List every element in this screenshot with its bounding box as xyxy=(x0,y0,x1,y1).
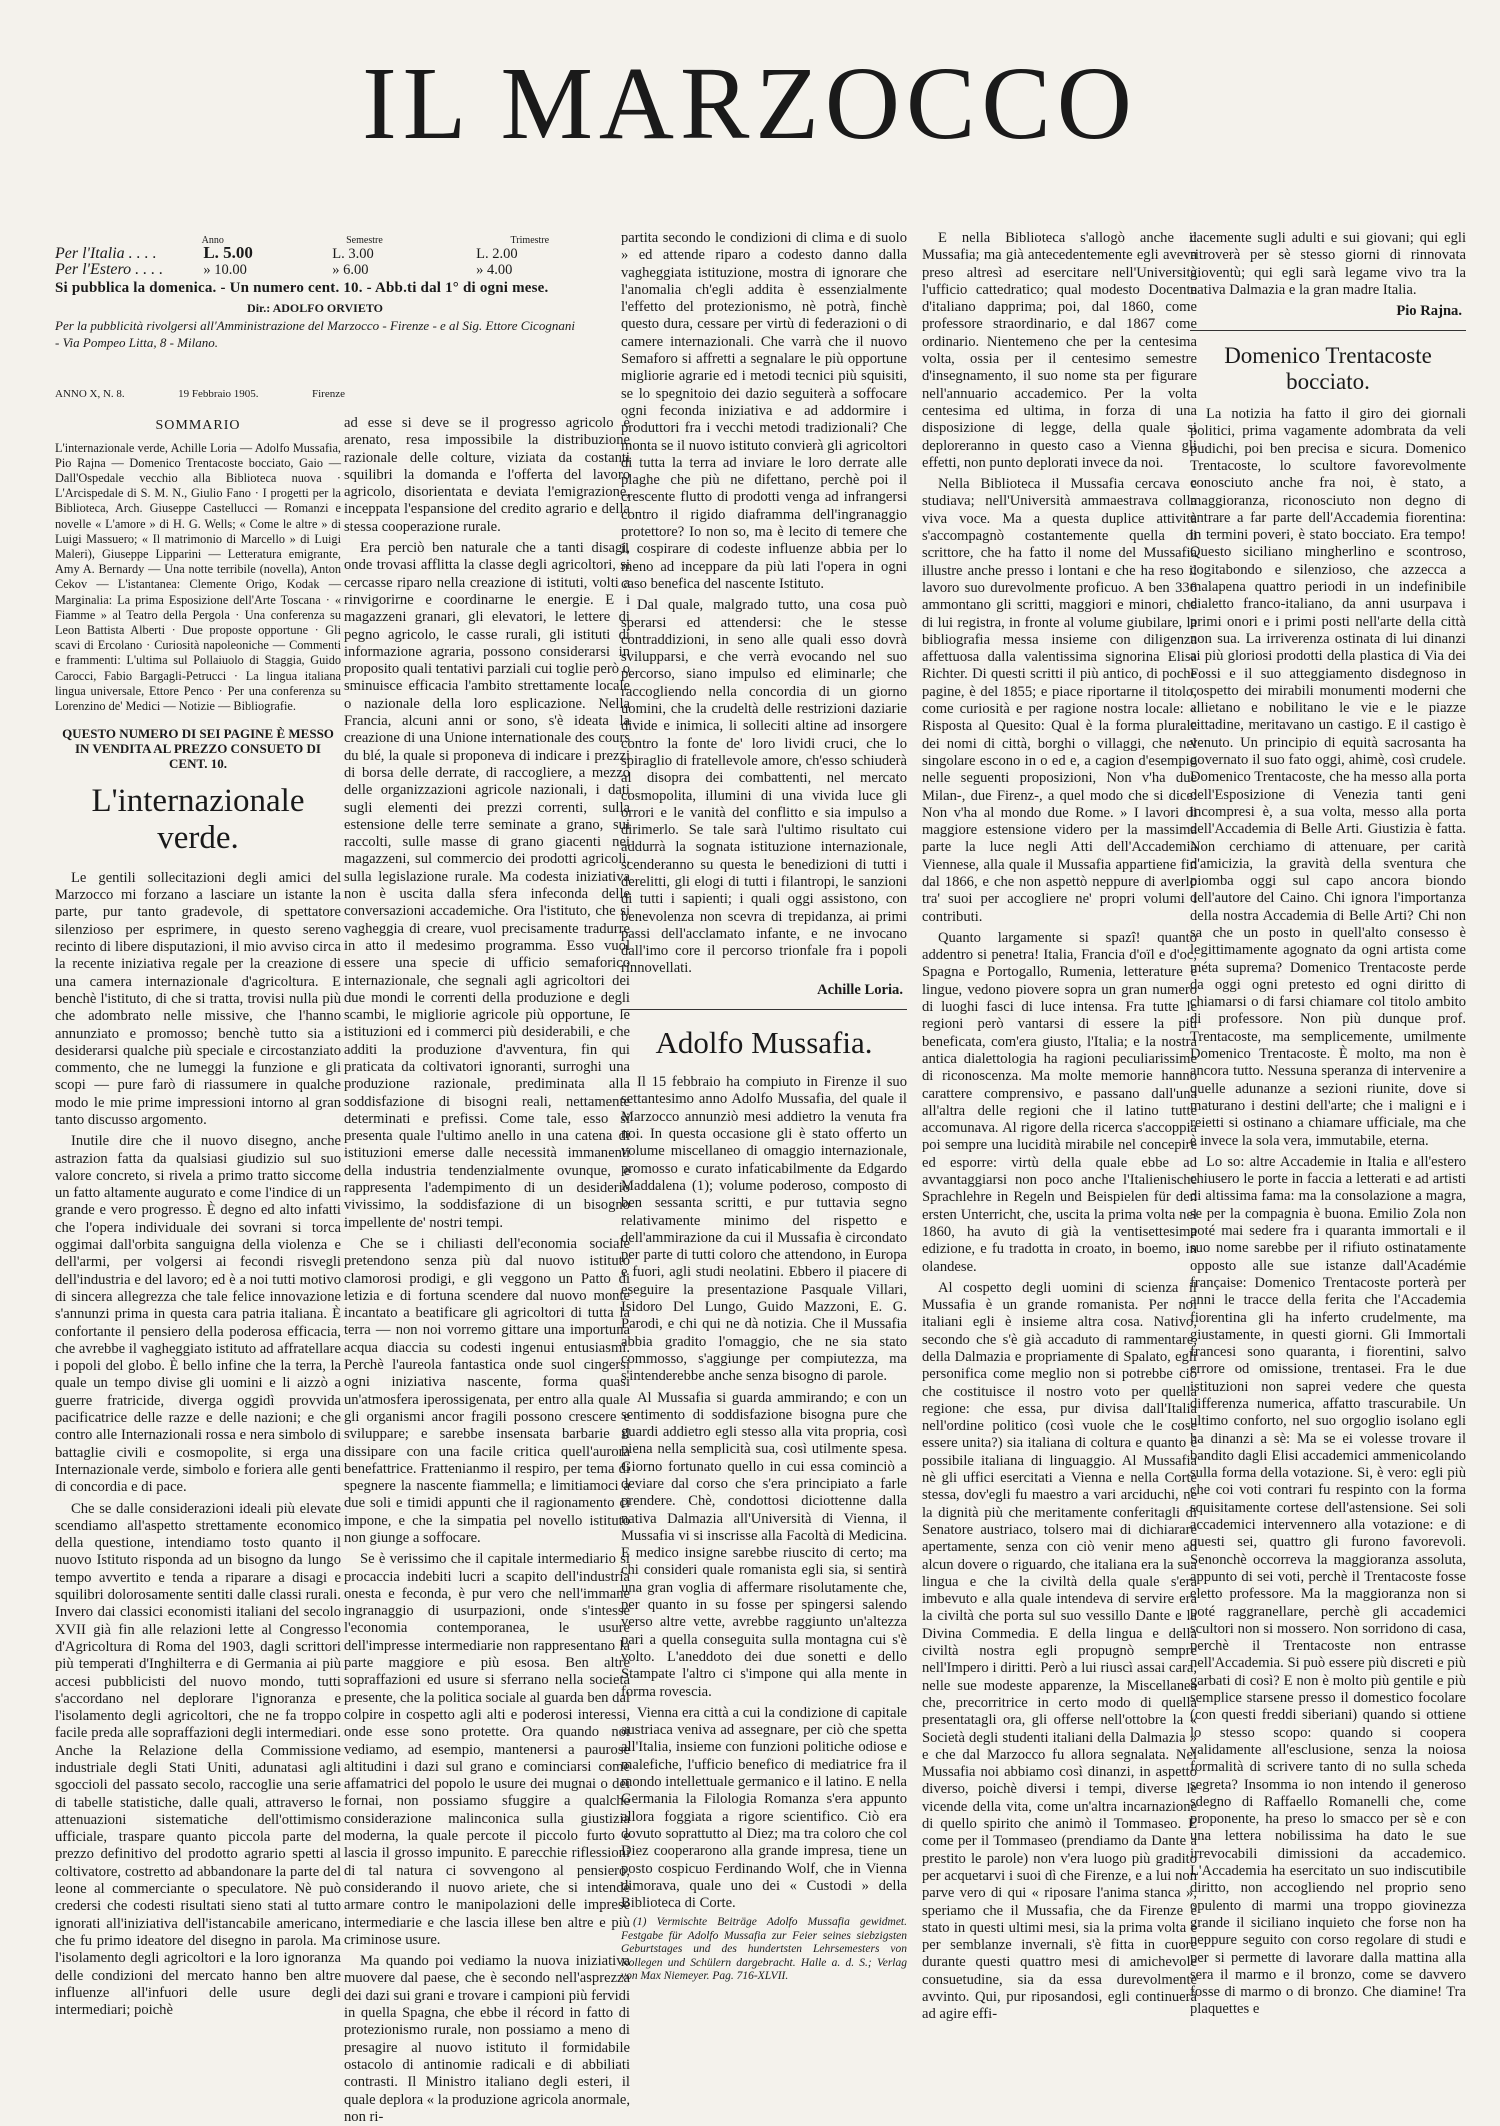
divider xyxy=(1190,330,1466,331)
col-header-anno: Anno xyxy=(201,235,224,246)
issue-date: 19 Febbraio 1905. xyxy=(178,388,259,400)
paragraph: partita secondo le condizioni di clima e di suolo » ed attende riparo a codesto danno dalla vagheggiata istituzione, mostra di ignorare che l'anomalia ch'egli addita è essenzialmente l'effetto del protezionismo, nè potrà, finchè questo dura, cessare per virtù di federazioni o di camere internazionali. Che varrà che il nuovo Semaforo si affretti a segnalare le più opportune migliorie agrarie ed i metodi tecnici più squisiti, se lo spegnitoio dei dazio seguiterà a soffocare ogni feconda iniziativa e ad addormire i produttori fra i vecchi metodi tradizionali? Che monta se il nuovo istituto convierà gli agricoltori di tutta la terra ad inviare le loro derrate alle plaghe che più ne difettano, perchè poi il crescente flutto di prodotti venga ad infrangersi contro il rigido diaframma dell'ingranaggio protettore? Io non so, ma è lecito di temere che il cospirare di codeste influenze abbia per lo meno ad inceppare da più lati l'opera in ogni caso benefica del nascente Istituto. xyxy=(621,230,907,592)
subscription-row-italia xyxy=(55,244,575,261)
column-4 xyxy=(922,230,1197,2060)
director-line: Dir.: ADOLFO ORVIETO xyxy=(247,301,383,315)
publish-note: Si pubblica la domenica. - Un numero cent. 10. - Abb.ti dal 1° di ogni mese. xyxy=(55,280,549,296)
paragraph: Al cospetto degli uomini di scienza il Mussafia è un grande romanista. Per noi italiani egli è insieme altra cosa. Nativo, secondo che s'è già accaduto di rammentare, della Dalmazia e propriamente di Spalato, egli personifica come meglio non si potrebbe ciò che costituisce il nostro voto per quella regione: che essa, pur divisa dall'Italia nell'ordine politico (così vuole che le cose essere unita?) sia italiana di coltura e quanto è possibile italiana di linguaggio. Al Mussafia nè gli uffici esercitati a Vienna e nella Corte stessa, dov'egli fu maestro a vari arciduchi, nè la dignità più che meritamente conferitagli di Senatore austriaco, tolsero mai di dichiarare apertamente, senza con ciò venir meno ad alcun dovere o riguardo, che italiana era la sua lingua e che la civiltà della quale s'era imbevuto e alla quale intendeva di servire era la civiltà che porta sul suo vessillo Dante e la Divina Commedia. E della lingua e della civiltà nostra egli propugnò sempre nell'Impero i diritti. Però a lui riuscì assai cara, nelle sue modeste apparenze, la Miscellanea che, precorritrice in certo modo di quella presentatagli ora, gli offerse nell'ottobre la « Società degli studenti italiani della Dalmazia » e che dal Marzocco fu allora segnalata. Nel Mussafia noi abbiamo così dinanzi, in aspetto diverso, poichè diversi i tempi, diverse le vicende della vita, come un'altra incarnazione di quello spirito che animò il Tommaseo. E come per il Tommaseo (prendiamo da Dante a prestito le parole) non v'era luogo più gradito per acquetarvi i suoi dì che Firenze, e a lui non parve vero di qui « riposare l'anima stanca », speriamo che il Mussafia, che da Firenze è stato in questi ultimi mesi, sia la prima volta e per semblanze invernali, s'è fitta in cuore durante questi quattro mesi di amichevole consuetudine, sia da essa durevolmente avvinto. Qui, pur riposandosi, egli continuerà ad agire effi- xyxy=(922,1279,1197,2023)
paragraph: Che se i chiliasti dell'economia sociale pretendono senza più dal nuovo istituto clamorosi prodigi, e gli veggono un Patto di letizia e di fortuna scendere dal nuovo monte incantato a beatificare gli agricoltori di tutta la terra — non noi vorremo gittare una importuna acqua diaccia su codesti ingenui entusiasmi. Perchè l'aureola fantastica onde suol cingersi ogni iniziativa nascente, forma quasi un'atmosfera iperossigenata, per entro alla quale gli organismi ancor fragili possono crescere e sviluppare; e sarebbe insensata barbarie il dissipare con una facile critica quell'aurora benefattrice. Frattenianmo il respiro, per tema di spegnere la nascente fiammella; e limitiamoci a due soli e timidi appunti che il ragionamento ci impone, e che la simpatia pel novello istituto non giunge a soffocare. xyxy=(344,1235,630,1546)
price-trimestre: L. 2.00 xyxy=(476,246,518,262)
signature-loria: Achille Loria. xyxy=(817,981,903,998)
row-label: Per l'Italia . . . . xyxy=(55,245,157,262)
paragraph: Le gentili sollecitazioni degli amici del Marzocco mi forzano a lasciare un istante la parte, pur tanto gradevole, di spettatore silenzioso per esprimere, in questo sereno recinto di libere disputazioni, il mio avviso circa la recente iniziativa regale per la creazione di una camera internazionale d'agricoltura. E benchè l'istituto, di che si tratta, trovisi nulla più che adombrato nelle missive, che l'hanno annunziato e promosso; benchè tutto sia a desiderarsi qualche più speciale e circostanziato commento, che ne lumeggi la funzione e gli scopi — pure farò di riassumere in qualche modo le mie prime impressioni intorno al gran tanto discusso argomento. xyxy=(55,869,341,1128)
sommario-text: L'internazionale verde, Achille Loria — Adolfo Mussafia, Pio Rajna — Domenico Trentacoste bocciato, Gaio — Dall'Ospedale vecchio alla Biblioteca nuova · L'Arcispedale di S. M. N., Giulio Fano · I progetti per la Biblioteca, Arch. Giuseppe Castellucci — Romanzi e novelle « L'amore » di H. G. Wells; « Come le altre » di Luigi Massuero; « Il matrimonio di Marcello » di Luigi Maleri), Giuseppe Lipparini — Letteratura emigrante, Amy A. Bernardy — Una notte terribile (novella), Anton Cekov — L'istantanea: Clemente Origo, Kodak — Marginalia: La prima Esposizione dell'Arte Toscana · « Fiamme » al Teatro della Pergola · Una conferenza su Leon Battista Alberti · Due proposte opportune · Gli scavi di Ercolano · Curiosità napoleoniche — Commenti e frammenti: L'ultima sul Pollaiuolo di Staggia, Guido Carocci, Fabio Bargagli-Petrucci · La lingua italiana lingua universale, Ettore Penco · Per una conferenza su Lorenzino de' Medici — Notizie — Bibliografie. xyxy=(55,440,341,714)
price-anno: L. 5.00 xyxy=(203,243,253,262)
paragraph: E nella Biblioteca s'allogò anche il Mussafia; ma già antecedentemente egli aveva preso altresì ad esercitare nell'Università l'ufficio cattedratico; qual modesto Docente d'italiano dapprima; poi, dal 1860, come professore straordinario, e dal 1867 come ordinario. Nientemeno che per la centesima volta, ossia per il centesimo semestre d'insegnamento, il suo nome sta per figurare nell'annuario accademico. Per la volta centesima ed ultima, in forza di una disposizione di legge, della quale si deploreranno in questo caso a Vienna gli effetti, non punto deplorati invece da noi. xyxy=(922,230,1197,471)
paragraph: Il 15 febbraio ha compiuto in Firenze il suo settantesimo anno Adolfo Mussafia, del quale il Marzocco annunziò mesi addietro la venuta fra noi. In questa occasione gli è stato offerto un volume miscellaneo di omaggio internazionale, promosso e curato infaticabilmente da Edgardo Maddalena (1); volume poderoso, composto di ben sessanta scritti, e pur tuttavia segno relativamente minimo del rispetto e dell'ammirazione da cui il Mussafia è circondato per parte di tutti coloro che attendono, in Europa e fuori, agli studi neolatini. Ebbero il piacere di eseguire la presentazione Pasquale Villari, Isidoro Del Lungo, Guido Mazzoni, E. G. Parodi, e chi qui ne dà notizia. Che il Mussafia abbia gradito l'omaggio, che ne sia stato commosso, s'aggiunge per compiutezza, ma s'intenderebbe anche senza bisogno di parole. xyxy=(621,1074,907,1385)
column-1 xyxy=(55,230,345,2023)
paragraph: Che se dalle considerazioni ideali più elevate scendiamo all'aspetto strettamente economico della questione, intendiamo tosto quanto il nuovo Istituto risponda ad un bisogno da lungo tempo avvertito e tenda a riparare a disagi e squilibri dolorosamente sentiti dalle classi rurali. Invero dai classici economisti italiani del secolo XVII già fin alle relazioni lette al Congresso d'Agricoltura di Roma del 1903, dagli scrittori più temperati d'Inghilterra e di Germania ai più accesi pubblicisti del nuovo mondo, tutti s'accordano nel deplorare l'ignoranza e l'isolamento degli agricoltori, che ne fa troppo facile preda alle sopraffazioni degli intermediari. Anche la Relazione della Commissione industriale degli Stati Uniti, adunatasi agli sgoccioli del passato secolo, raccoglie una serie di tabelle statistiche, dalle quali, attraverso le attenuazioni sistematiche dell'ottimismo ufficiale, traspare quanto piccola parte del prezzo definitivo del prodotto agrario spetti al coltivatore, costretto ad abbandonare la parte del leone al commerciante o speculatore. Nè può credersi che codesti risultati sieno stati al tutto ignorati all'iniziativa dell'istancabile americano, che fu primo ideatore del disegno in parola. Ma l'isolamento degli agricoltori e la loro ignoranza delle condizioni del mercato hanno ben altre influenze all'infuori delle usure degli intermediari; poichè xyxy=(55,1500,341,2019)
price-semestre: » 6.00 xyxy=(332,262,369,278)
paragraph: ad esse si deve se il progresso agricolo è arenato, resa impossibile la distribuzione razionale delle colture, viziata da costanti squilibri la domanda e l'offerta del lavoro agricolo, disorientata e deviata l'emigrazione, inceppata l'espansione del credito agrario e della stessa cooperazione rurale. xyxy=(344,415,630,535)
col-header-trimestre: Trimestre xyxy=(510,235,550,246)
row-label: Per l'Estero . . . . xyxy=(55,261,164,278)
paragraph: Se è verissimo che il capitale intermediario si procaccia indebiti lucri a scapito dell'industria onesta e feconda, è pur vero che nell'immane ingranaggio di usurpazioni, onde s'intesse l'economia contemporanea, le usure dell'impresse intermediarie non rappresentano la parte maggiore e più esosa. Ben altre sopraffazioni ed usure si sferrano nella società presente, che la politica sociale al guarda ben dal colpire in cospetto agli alti e poderosi interessi, onde esse sono protette. Ora quando noi vediamo, ad esempio, mantenersi a paurose altitudini i dazi sul grano e cominciarsi come affamatrici del popolo le usure dei mugnai o dei fornai, non possiamo sfuggire a qualche considerazione malinconica sulla giustizia moderna, la quale percote il piccolo furto e lascia il grosso impunito. E parecchie riflessioni di tal natura ci sovvengono al pensiero, considerando il nuovo ariete, che si intende armare contro le manipolazioni delle imprese intermediarie e che lascia illese ben altre e più criminose usure. xyxy=(344,1551,630,1948)
sale-notice: QUESTO NUMERO DI SEI PAGINE È MESSO IN VENDITA AL PREZZO CONSUETO DI CENT. 10. xyxy=(62,726,334,772)
col-header-semestre: Semestre xyxy=(346,235,383,246)
paragraph: Vienna era città a cui la condizione di capitale austriaca veniva ad assegnare, per ciò che spetta all'Italia, insieme con funzioni politiche odiose e malefiche, l'ufficio benefico di mediatrice fra il mondo intellettuale germanico e il latino. E nella Germania la Filologia Romanza s'era appunto allora foggiata a rigore scientifico. Ciò era dovuto soprattutto al Diez; ma tra coloro che col Diez cooperarono alla grande impresa, tiene un posto cospicuo Ferdinando Wolf, che in Vienna dimorava, quale uno dei « Custodi » della Biblioteca di Corte. xyxy=(621,1704,907,1912)
article-title-trentacoste: Domenico Trentacoste bocciato. xyxy=(1224,343,1432,394)
divider xyxy=(621,1009,907,1010)
issue-number: ANNO X, N. 8. xyxy=(55,388,125,400)
paragraph: La notizia ha fatto il giro dei giornali politici, prima vagamente adombrata da veli pudichi, poi ben precisa e sicura. Domenico Trentacoste, lo scultore favorevolmente conosciuto anche fra noi, è stato, a maggioranza, riconosciuto non degno di entrare a far parte dell'Accademia fiorentina: in termini poveri, è stato bocciato. Era tempo! Questo siciliano mingherlino e scontroso, cogitabondo e silenzioso, che azzecca a malapena quattro periodi in un indefinibile dialetto franco-italiano, da anni usurpava i primi onori e i primi posti nell'arte della città non sua. La irriverenza ostinata di lui dinanzi ai più gloriosi prodotti della plastica di Via dei Fossi e il suo atteggiamento disdegnoso in cospetto dei mirabili monumenti moderni che allietano e nobilitano le vie e le piazze cittadine, meritavano un castigo. E il castigo è venuto. Un principio di equità sacrosanta ha governato il suo fato oggi, ahimè, così crudele. Domenico Trentacoste, che ha messo alla porta dell'Esposizione di Venezia tanti geni incompresi è, a sua volta, messo alla porta dell'Accademia di Belle Arti. Giustizia è fatta. Non cerchiamo di attenuare, per carità d'amicizia, la gravità della sventura che piomba oggi sul capo ancora biondo dell'autore del Caino. Chi ignora l'importanza della nostra Accademia di Belle Arti? Chi non sa che un posto in quell'alto consesso è legittimamente agognato da ogni artista come méta suprema? Domenico Trentacoste perde da oggi ogni pretesto ed ogni diritto di chiamarsi o di farsi chiamare col titolo ambito di professore. Non più dunque prof. Trentacoste, ma semplicemente, umilmente Domenico Trentacoste. È molto, ma non è ancora tutto. Nessuna speranza di intervenire a quelle adunanze a sezioni riunite, dove si maturano i destini dell'arte; che i maligni e i reietti si ostinano a chiamare ufficiale, ma che è invece la sola vera, immutabile, eterna. xyxy=(1190,406,1466,1149)
signature-rajna: Pio Rajna. xyxy=(1396,303,1462,320)
issue-line xyxy=(55,386,345,403)
paragraph: Lo so: altre Accademie in Italia e all'estero chiusero le porte in faccia a letterati e ad artisti di altissima fama: ma la consolazione a magra, se per la compagnia è buona. Emilio Zola non poté mai sedere fra i quaranta immortali e il suo nome sarebbe per il rifiuto ostinatamente opposto alle sue istanze dall'Académie française: Domenico Trentacoste porterà per anni le tracce della ferita che l'Accademia fiorentina gli ha inferto crudelmente, ma giustamente, in questi giorni. Gli Immortali francesi sono quaranta, i fiorentini, salvo errore od omissione, trentasei. Fra le due istituzioni non saprei vedere che questa differenza numerica, affatto trascurabile. Un ultimo conforto, nel suo orgoglio isolano egli ha dinanzi a sè: Ma se ei volesse trovare il bandito dagli Elisi accademici ammenicolando sulla forma della votazione. Si, è vero: egli più che coi voti contrari fu respinto con la forma squisitamente cortese dell'astensione. Sei soli accademici intervennero alla votazione: e di questi sei, quattro gli furono favorevoli. Senonchè occorreva la maggioranza assoluta, appunto di sei voti, perchè il Trentacoste fosse eletto professore. Ma la maggioranza non si poté raggranellare, perchè gli accademici scultori non si mossero. Non sorridono di casa, perchè il Trentacoste non entrasse nell'Accademia. Si può essere più discreti e più garbati di così? E non è molto più gentile e più semplice starsene presso il domestico focolare (con questi freddi siberiani) quando si ottiene lo stesso scopo: quando si coopera validamente all'esclusione, senza la noiosa formalità di scrivere tanto di no sulla scheda segreta? Insomma io non intendo il generoso sdegno di Raffaello Romanelli che, come proponente, ha preso lo smacco per sè e con una lettera nobilissima ha dato le sue irrevocabili dimissioni da accademico. L'Accademia ha esercitato un suo indiscutibile diritto, non accogliendo nel proprio seno opulento di marmi una troppo giovinezza grande il siciliano inquieto che forse non ha neppure seguito con corso regolare di studi e per si permette di lavorare dalla mattina alla sera il marmo e il bronzo, come se davvero fosse di marmo o di bronzo. Che diamine! Tra plaquettes e xyxy=(1190,1153,1466,2018)
issue-city: Firenze xyxy=(312,388,345,400)
paragraph: Inutile dire che il nuovo disegno, anche astrazion fatta da qualsiasi giudizio sul suo valore concreto, si rivela a primo tratto siccome un fatto altamente augurato e come l'indice di un grande e vero progresso. È degno ed alto infatti che l'opera individuale dei sovrani si torca oggimai dall'orbita sanguigna della violenza e dell'armi, per volgersi ai fecondi risvegli dell'industria e del lavoro; ed è a noi tutti motivo di sincera allegrezza che tale felice innovazione s'annunzi prima in questa cara patria italiana. È confortante il pensiero della poderosa efficacia, che avrebbe il vagheggiato istituto ad affratellare i popoli del globo. È bello infine che la terra, la quale un tempo divise gli uomini e li aizzò a guerre fratricide, diverga oggidì provvida pacificatrice delle razze e delle nazioni; e che contro alle Internazionali rossa e nera simbolo di battaglie civili e cosmopolite, si erga una Internazionale verde, simbolo e foriera alle genti di concordia e di pace. xyxy=(55,1133,341,1496)
masthead: IL MARZOCCO xyxy=(362,46,1138,161)
paragraph: Ma quando poi vediamo la nuova iniziativa muovere dal paese, che è secondo nell'asprezza dei dazi sui grani e trovare i campioni più fervidi in quella Spagna, che ebbe il récord in fatto di protezionismo rurale, non possiamo a meno di presagire al nuovo istituto il formidabile ostacolo di antinomie radicali e di abbiliati contrasti. Il Ministro italiano degli esteri, il quale deplora « la produzione agricola anormale, non ri- xyxy=(344,1953,630,2125)
paragraph: Dal quale, malgrado tutto, una cosa può sperarsi ed attendersi: che le stesse contraddizioni, in seno alle quali esso dovrà svilupparsi, e che verrà evocando nel suo percorso, siano impulso ed eliminarle; che raccogliendo nella concordia di un giorno uomini, che la crudeltà delle restrizioni daziarie divide e inimica, li solleciti altine ad insorgere contro la fonte de' loro lividi cruci, che lo spiraglio di fratellevole amore, ch'esso schiuderà al disopra dei combattenti, nel mercato cosmopolita, illumini di una vivida luce gli orrori e le vanità del conflitto e sia impulso a dirimerlo. Se tale sarà l'ultimo risultato cui addurrà la sognata istituzione internazionale, scenderanno su questa le benedizioni di tutti i derelitti, gli elogi di tutti i filantropi, le sanzioni di tutti i sapienti; i quali oggi assistono, con benevolenza non scevra di trepidanza, ai primi passi dell'acclamato infante, e ne invocano dall'imo core il percorso trionfale fra i popoli rinnovellati. xyxy=(621,597,907,977)
paragraph: Quanto largamente si spazî! quanto addentro si penetra! Italia, Francia d'oïl e d'oc, Spagna e Portogallo, Rumenia, letterature e lingue, vedono piovere sopra un gran numero di luoghi fasci di luce intensa. Fra tutte le regioni però vantarsi di essere la più beneficata, com'era giusto, l'Italia; e la nostra antica dialettologia ha ragioni peculiarissime di riconoscenza. Ma molte memorie hanno carattere comprensivo, e passano dall'una all'altra delle regioni che il latino tutte accomunava. Al rigore della ricerca s'accoppia poi sempre una lucidità mirabile nel concepire ed esporre: virtù della quale ebbe ad avvantaggiarsi non poco anche l'Italienische Sprachlehre in Regeln und Beispielen für den ersten Unterricht, che, uscita la prima volta nel 1860, ha avuto di già la ventisettesima edizione, e fu tradotta in croato, in boemo, in olandese. xyxy=(922,929,1197,1275)
subscription-block xyxy=(55,232,575,351)
paragraph: Era perciò ben naturale che a tanti disagi, onde trovasi afflitta la classe degli agricoltori, si cercasse riparo nella creazione di istituti, volti a rinvigorirne e coordinarne le energie. E i magazzeni granari, gli elevatori, le lettere di pegno agricolo, le casse rurali, gli istituti di informazione agraria, possono considerarsi in proposito quali tentativi parziali cui toglie però o sminuisce efficacia l'ambito strettamente locale o nazionale della loro esplicazione. Nella Francia, alcuni anni or sono, s'è ideata la creazione di una Unione internationale des cours du blé, la quale si proponeva di indicare i prezzi di borsa delle derrate, di raccogliere, a mezzo delle organizzazioni agricole nazionali, i dati sugli elementi dei prezzi correnti, sulla estensione delle terre seminate a grano, sui raccolti, sulle masse di grano giacenti nei magazzeni, sul commercio dei prodotti agricoli, sulla legislazione rurale. Ma codesta iniziativa non è uscita dalla sfera infeconda delle conversazioni accademiche. Ora l'istituto, che si vagheggia di creare, vuol precisamente tradurre in atto il medesimo programma. Esso vuol essere una specie di ufficio semaforico internazionale, che segnali agli agricoltori dei due mondi le correnti della produzione e degli scambi, le migliorie agricole più opportune, le istituzioni ed i commerci più desiderabili, e che additi la produzione d'avventura, fin qui praticata da coltivatori ignoranti, surroghi una produzione razionale, prediminata alla soddisfazione di bisogni reali, nettamente determinati e prefissi. Come tale, esso si presenta quale l'ultimo anello in una catena di istituzioni emerse dalle necessità immanenti della industria tendenzialmente ovunque, e rappresenta l'adempimento di un desiderio vivissimo, la soddisfazione di un bisogno impellente de' nostri tempi. xyxy=(344,540,630,1231)
column-2 xyxy=(344,415,630,2125)
paragraph: cacemente sugli adulti e sui giovani; qui egli ritroverà per sè stesso giorni di rinnovata gioventù; qui egli sarà legame vivo tra la nativa Dalmazia e la gran madre Italia. xyxy=(1190,230,1466,298)
sommario-title: SOMMARIO xyxy=(155,418,241,434)
column-3 xyxy=(621,230,907,2060)
price-anno: » 10.00 xyxy=(203,262,247,278)
price-trimestre: » 4.00 xyxy=(476,262,513,278)
subscription-row-estero xyxy=(55,261,575,278)
subscription-header xyxy=(55,232,575,244)
paragraph: Al Mussafia si guarda ammirando; e con un sentimento di soddisfazione bisogna pure che guardi addietro egli stesso alla vita propria, così piena nella semplicità sua, così utilmente spesa. Giorno fortunato quello in cui essa cominciò a deviare dal corso che s'era principiato a farle prendere. Chè, condottosi diciottenne dalla nativa Dalmazia all'Università di Vienna, il Mussafia vi si inscrisse alla Facoltà di Medicina. E medico insigne sarebbe riuscito di certo; ma chi consideri quale romanista egli sia, si sentirà una gran voglia di affermare risolutamente che, per quanto in su fosse per spingersi salendo verso altre vette, avrebbe raggiunto un'altezza pari a quella conseguita sulla montagna cui s'è volto. L'aneddoto dei due sonetti e dello Stampate l'altro ci s'impone qui alla mente in forma rovescia. xyxy=(621,1389,907,1700)
footnote: (1) Vermischte Beiträge Adolfo Mussafia gewidmet. Festgabe für Adolfo Mussafia zur Feier seines siebzigsten Geburtstages und des hundertsten Lehrsemesters von Kollegen und Schülern dargebracht. Halle a. d. S.; Verlag von Max Niemeyer. Pag. 716-XLVII. xyxy=(621,1916,907,1983)
price-semestre: L. 3.00 xyxy=(332,246,374,262)
article-title-mussafia: Adolfo Mussafia. xyxy=(655,1025,873,1061)
paragraph: Nella Biblioteca il Mussafia cercava e studiava; nell'Università ammaestrava colla viva voce. Ma a questa duplice attività s'accompagnò costantemente quella di scrittore, che ha fatto il nome del Mussafia illustre anche presso i lontani e che ha reso il lavoro suo durevolmente proficuo. A ben 336 ammontano gli scritti, maggiori e minori, che di lui registra, in fronte al volume giubilare, la bibliografia messa insieme con diligenza affettuosa dalla valentissima signorina Elisa Richter. Di questi scritti il più antico, di poche pagine, è del 1855; e piace riportarne il titolo, come curiosità e per ragione nostra locale: « Risposta al Quesito: Qual è la forma plurale dei nomi di città, borghi o villaggi, che nel singolare escono in o ed e, a cagion d'esempio nelle seguenti proposizioni, Non v'ha due Milan-, due Firenz-, a quel modo che si dice: Non v'ha al mondo due Rome. » I lavori di maggiore estensione videro per la massima parte la luce negli Atti dell'Accademia Viennese, alla quale il Mussafia appartiene fin dal 1866, e che non aspettò neppure di averlo tra' suoi per accogliere ne' propri volumi i contributi. xyxy=(922,476,1197,925)
article-title-internazionale: L'internazionale verde. xyxy=(91,783,305,856)
column-5 xyxy=(1190,230,1466,2060)
advertising-note: Per la pubblicità rivolgersi all'Amministrazione del Marzocco - Firenze - e al Sig. Ettore Cicognani - Via Pompeo Litta, 8 - Milano. xyxy=(55,318,575,350)
